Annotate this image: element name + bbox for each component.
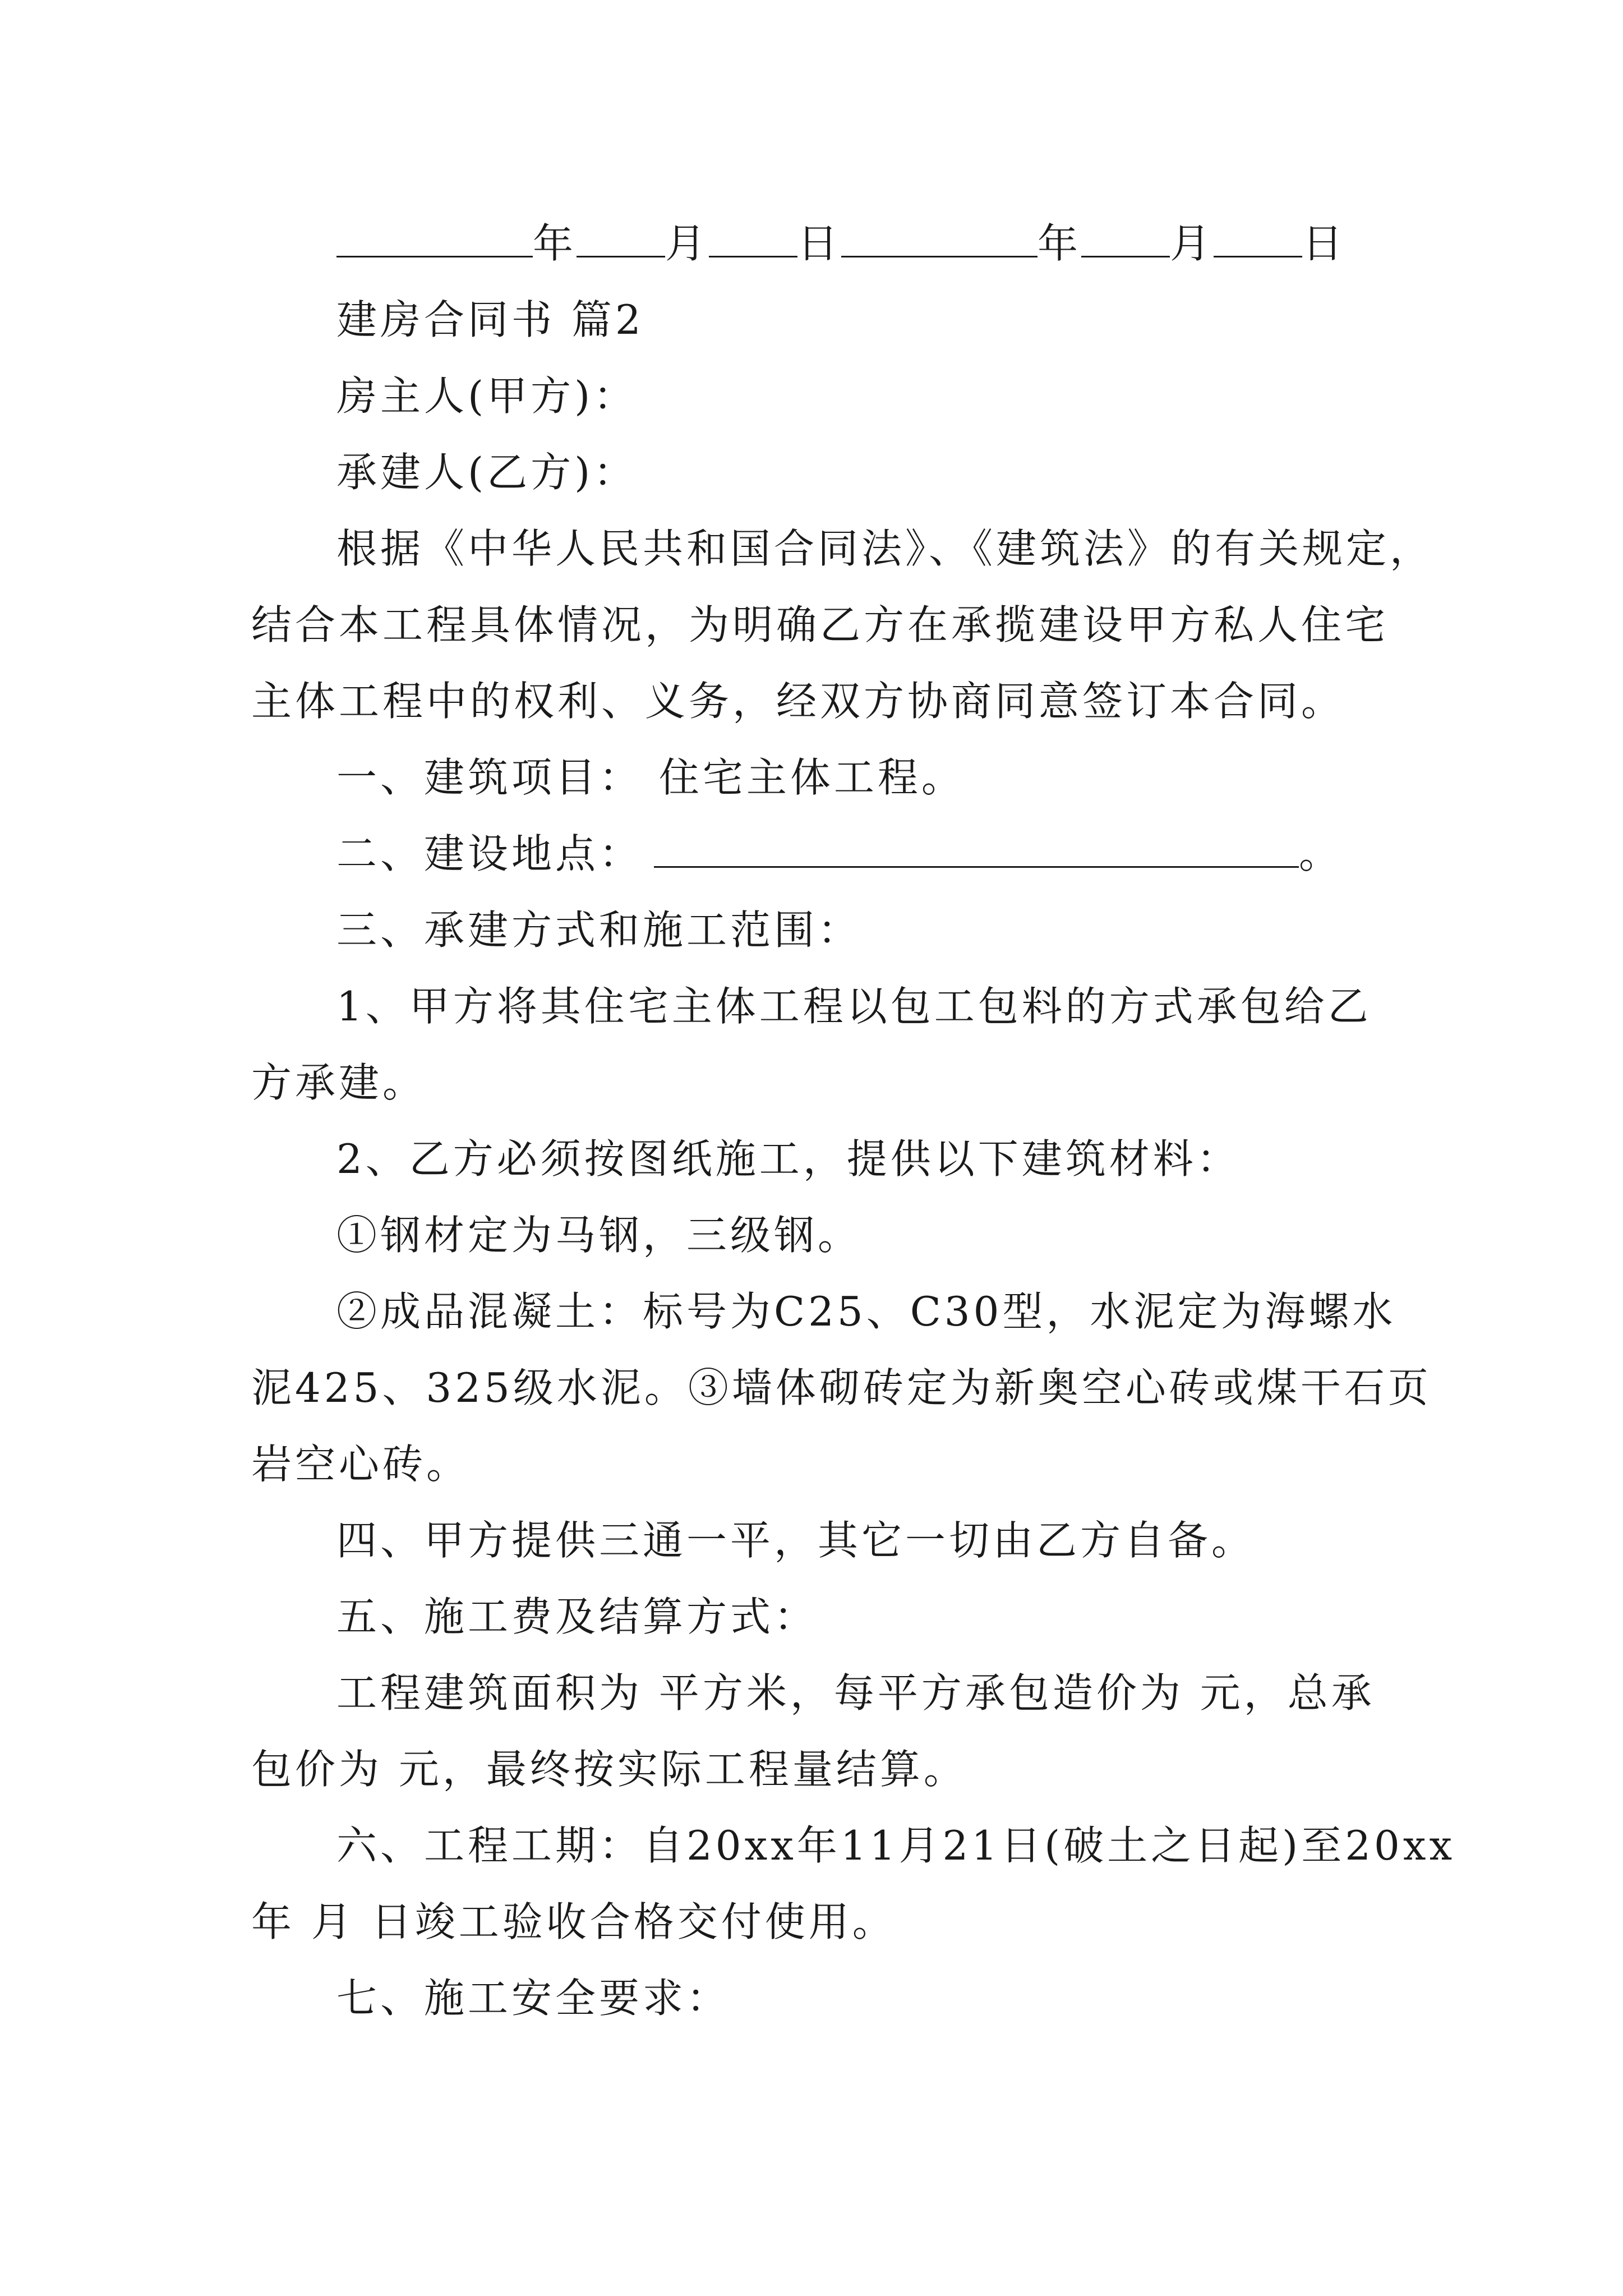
item-2-end: 。 xyxy=(1299,830,1343,877)
date-year-1: 年 xyxy=(533,220,577,267)
item-7-heading: 七、施工安全要求： xyxy=(336,1975,731,2022)
item-3-1-line-1: 1、甲方将其住宅主体工程以包工包料的方式承包给乙 xyxy=(336,983,1372,1030)
item-5-detail-line-1: 工程建筑面积为 平方米，每平方承包造价为 元，总承 xyxy=(336,1669,1375,1717)
item-2-label: 二、建设地点： xyxy=(336,830,643,877)
item-3-2: 2、乙方必须按图纸施工，提供以下建筑材料： xyxy=(336,1135,1241,1182)
blank-day-1 xyxy=(709,212,797,257)
date-month-1: 月 xyxy=(665,220,709,267)
item-5-heading: 五、施工费及结算方式： xyxy=(336,1593,818,1640)
intro-line-3: 主体工程中的权利、义务，经双方协商同意签订本合同。 xyxy=(251,678,1345,725)
item-6-line-1: 六、工程工期：自20xx年11月21日(破土之日起)至20xx xyxy=(336,1822,1456,1869)
blank-day-2 xyxy=(1214,212,1302,257)
item-4: 四、甲方提供三通一平，其它一切由乙方自备。 xyxy=(336,1517,1256,1564)
item-1-building-project: 一、建筑项目： 住宅主体工程。 xyxy=(336,754,965,801)
item-3-1-line-2: 方承建。 xyxy=(251,1059,427,1106)
intro-line-2: 结合本工程具体情况，为明确乙方在承揽建设甲方私人住宅 xyxy=(251,601,1389,648)
item-5-detail-line-2: 包价为 元，最终按实际工程量结算。 xyxy=(251,1746,967,1793)
date-year-2: 年 xyxy=(1038,220,1082,267)
contract-heading: 建房合同书 篇2 xyxy=(336,296,644,343)
party-a-line: 房主人(甲方)： xyxy=(336,372,638,420)
blank-year-1 xyxy=(336,212,533,257)
material-2-line-2: 泥425、325级水泥。③墙体砌砖定为新奥空心砖或煤干石页 xyxy=(251,1364,1432,1411)
blank-month-2 xyxy=(1081,212,1170,257)
material-2-line-1: ②成品混凝土：标号为C25、C30型，水泥定为海螺水 xyxy=(336,1288,1396,1335)
blank-location xyxy=(654,822,1299,868)
party-b-line: 承建人(乙方)： xyxy=(336,449,638,496)
blank-year-2 xyxy=(841,212,1038,257)
material-2-line-3: 岩空心砖。 xyxy=(251,1441,471,1488)
date-day-2: 日 xyxy=(1302,220,1347,267)
material-1: ①钢材定为马钢，三级钢。 xyxy=(336,1212,862,1259)
item-3-heading: 三、承建方式和施工范围： xyxy=(336,907,862,954)
blank-month-1 xyxy=(577,212,665,257)
item-2-building-location xyxy=(336,816,1475,892)
date-day-1: 日 xyxy=(797,220,842,267)
item-6-line-2: 年 月 日竣工验收合格交付使用。 xyxy=(251,1898,896,1945)
date-month-2: 月 xyxy=(1170,220,1214,267)
intro-line-1: 根据《中华人民共和国合同法》、《建筑法》的有关规定， xyxy=(336,525,1434,572)
date-line xyxy=(336,205,1475,282)
